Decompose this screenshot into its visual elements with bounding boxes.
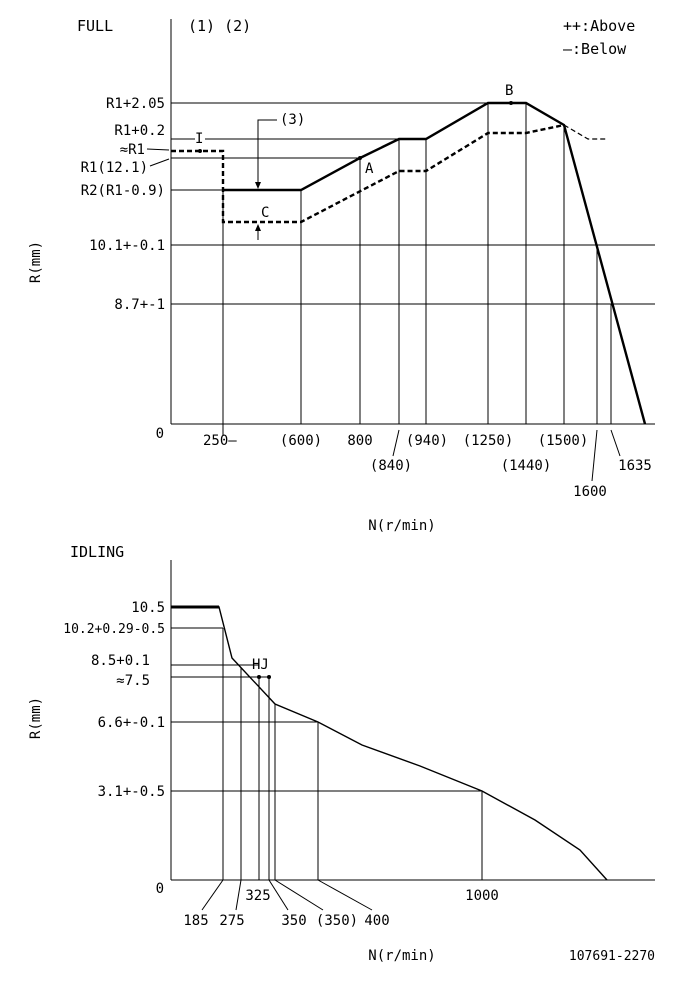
legend-below: —:Below [563,40,627,58]
full-origin-label: 0 [155,426,164,442]
x-label-840-leader [393,430,399,456]
idle-x-label-400: 400 [364,913,390,929]
idle-x-label-350: 350 [281,913,307,929]
full-title: FULL [77,17,114,35]
x-label-1500: (1500) [537,433,589,449]
idle-x-185-leader [202,880,223,910]
point-b-marker [509,101,513,105]
idle-x-label-350p: (350) [315,913,359,929]
y-label-r1-205: R1+2.05 [105,96,165,112]
idle-y-label-10-2: 10.2+0.29-0.5 [63,622,165,637]
idle-x-label-325: 325 [245,888,271,904]
full-chart [28,17,655,534]
point-h-marker [257,675,261,679]
idle-y-label-3-1: 3.1+-0.5 [97,784,165,800]
point-i-marker [198,149,202,153]
idle-x-label-1000: 1000 [465,888,499,904]
note3-label: (3) [280,112,306,128]
x-label-1600: 1600 [573,484,607,500]
point-hj-label: HJ [252,657,269,673]
full-curve-dashed-tail [564,125,608,139]
idle-x-350p-leader [275,880,323,910]
full-curve-solid [223,103,645,424]
x-label-940: (940) [405,433,449,449]
approx-r1-leader [147,149,169,150]
x-label-1440: (1440) [500,458,552,474]
full-y-axis-title: R(mm) [28,240,44,284]
x-label-250: 250— [203,433,237,449]
idle-x-400-leader [318,880,372,910]
note3-arrow-down [255,182,261,189]
idle-y-label-7-5: ≈7.5 [116,673,150,689]
y-label-8-7: 8.7+-1 [114,297,165,313]
point-b-label: B [505,83,514,99]
idle-x-350-leader [269,880,288,910]
r1-121-leader [150,159,169,166]
point-a-marker [358,156,362,160]
idle-x-label-185: 185 [183,913,209,929]
idle-x-275-leader [236,880,241,910]
x-label-800: 800 [347,433,373,449]
legend-above: ++:Above [563,17,636,35]
point-c-label: C [261,205,270,221]
idling-origin-label: 0 [155,881,164,897]
idling-curve [171,607,607,880]
x-label-1600-leader [592,430,597,481]
y-label-r1-121: R1(12.1) [80,160,148,176]
y-label-approx-r1: ≈R1 [119,142,145,158]
drawing-number: 107691-2270 [568,949,655,964]
note3-leader [258,120,277,186]
idle-y-label-10-5: 10.5 [131,600,165,616]
point-j-marker [267,675,271,679]
y-label-10-1: 10.1+-0.1 [89,238,165,254]
note3-arrow-up [255,224,261,231]
point-i-label: I [195,131,204,147]
y-label-r2: R2(R1-0.9) [80,183,165,199]
idling-chart [28,543,655,964]
idling-title: IDLING [70,543,125,561]
idle-y-label-6-6: 6.6+-0.1 [97,715,165,731]
point-a-label: A [365,161,374,177]
full-notes: (1) (2) [188,17,252,35]
x-label-1635: 1635 [618,458,652,474]
y-label-r1-02: R1+0.2 [114,123,165,139]
x-label-840: (840) [369,458,413,474]
x-label-1635-leader [611,430,620,456]
idle-y-label-8-5: 8.5+0.1 [90,653,150,669]
x-label-600: (600) [279,433,323,449]
idling-x-axis-title: N(r/min) [368,948,436,964]
idle-x-label-275: 275 [219,913,245,929]
idling-y-axis-title: R(mm) [28,696,44,740]
full-x-axis-title: N(r/min) [368,518,436,534]
x-label-1250: (1250) [462,433,514,449]
